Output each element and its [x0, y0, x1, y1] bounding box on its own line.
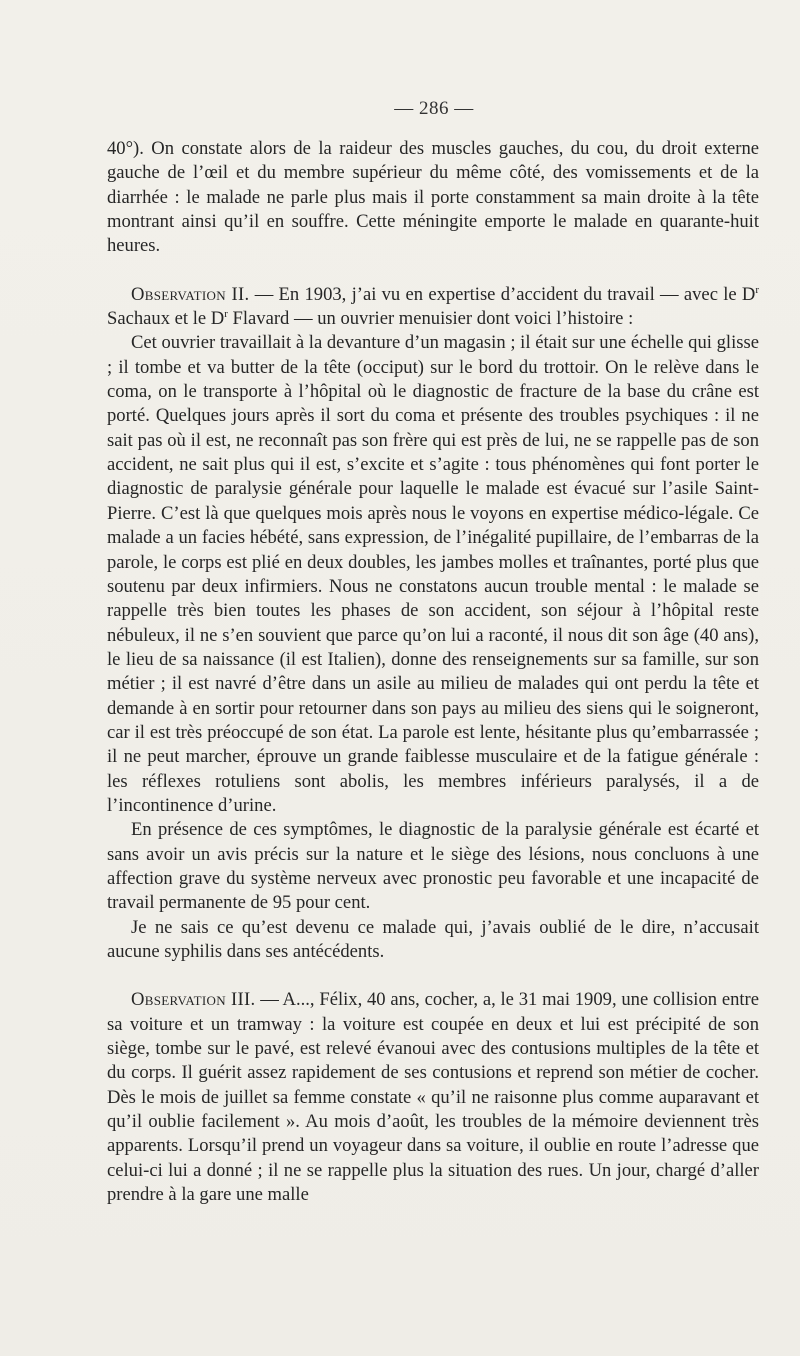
observation-2-case: Cet ouvrier travaillait à la devanture d’un magasin ; il était sur une échelle qui glisse ; il tombe et va butter de la tête (occiput) sur le bord du trottoir. On le relève dans le coma, on le transporte à l’hôpital où le diagnostic de fracture de la base du crâne est porté. Quelques jours après il sort du coma et présente des troubles psychiques : il ne sait pas où il est, ne reconnaît pas son frère qui est près de lui, ne se rappelle pas de son accident, ne sait plus qui il est, s’excite et s’agite : tous phénomènes qui font porter le diagnostic de paralysie générale pour laquelle le malade est évacué sur l’asile Saint-Pierre. C’est là que quelques mois après nous le voyons en expertise médico-légale. Ce malade a un facies hébété, sans expression, de l’inégalité pupillaire, de l’embarras de la parole, le corps est plié en deux doubles, les jambes molles et traînantes, porté plus que soutenu par deux infirmiers. Nous ne constatons aucun trouble mental : le malade se rappelle très bien toutes les phases de son accident, son séjour à l’hôpital reste nébuleux, il ne s’en souvient que parce qu’on lui a raconté, il nous dit son âge (40 ans), le lieu de sa naissance (il est Italien), donne des renseignements sur sa famille, sur son métier ; il est navré d’être dans un asile au milieu de malades qui ont perdu la tête et demande à en sortir pour retourner dans son pays au milieu des siens qui le soigneront, car il est très préoccupé de son état. La parole est lente, hésitante plus qu’embarrassée ; il ne peut marcher, éprouve un grande faiblesse musculaire et de la fatigue générale : les réflexes rotuliens sont abolis, les membres inférieurs paralysés, il a de l’incontinence d’urine.: [107, 332, 759, 816]
observation-2-conclusion: En présence de ces symptômes, le diagnostic de la paralysie générale est écarté et sans avoir un avis précis sur la nature et le siège des lésions, nous concluons à une affection grave du système nerveux avec pronostic peu favorable et une incapacité de travail permanente de 95 pour cent.: [107, 819, 759, 914]
observation-3: [107, 988, 759, 1207]
body-text: [107, 137, 759, 1207]
observation-3-text: — A..., Félix, 40 ans, cocher, a, le 31 mai 1909, une collision entre sa voiture et un tramway : la voiture est coupée en deux et lui est précipité de son siège, tombe sur le pavé, est relevé évanoui avec des contusions multiples de la tête et du corps. Il guérit assez rapidement de ses contusions et reprend son métier de cocher. Dès le mois de juillet sa femme constate « qu’il ne raisonne plus comme auparavant et qu’il oublie facilement ». Au mois d’août, les troubles de la mémoire deviennent très apparents. Lorsqu’il prend un voyageur dans sa voiture, il oublie en route l’adresse que celui-ci lui a donné ; il ne se rappelle plus la situation des rues. Un jour, chargé d’aller prendre à la gare une malle: [107, 989, 759, 1206]
observation-2-intro: [107, 283, 759, 332]
paragraph-meningitis: 40°). On constate alors de la raideur des muscles gauches, du cou, du droit externe gauche de l’œil et du membre supérieur du même côté, des vomissements et de la diarrhée : le malade ne parle plus mais il porte constamment sa main droite à la tête montrant ainsi qu’il en souffre. Cette méningite emporte le malade en quarante-huit heures.: [107, 138, 759, 257]
observation-2-intro-a: — En 1903, j’ai vu en expertise d’accident du travail — avec le D: [249, 283, 756, 305]
observation-2-heading: Observation II.: [131, 283, 250, 305]
observation-2-intro-b: Sachaux et le D: [107, 308, 225, 330]
paragraph-gap: [107, 964, 759, 988]
paragraph-gap: [107, 259, 759, 283]
observation-2-note: Je ne sais ce qu’est devenu ce malade qui, j’avais oublié de le dire, n’accusait aucune syphilis dans ses antécédents.: [107, 916, 759, 962]
observation-2-intro-c: Flavard — un ouvrier menuisier dont voici l’histoire :: [227, 308, 634, 330]
page-number: — 286 —: [394, 98, 474, 119]
doctor-abbrev-sup-2: r: [224, 307, 228, 320]
doctor-abbrev-sup-1: r: [755, 283, 760, 296]
observation-3-heading: Observation III.: [131, 989, 256, 1011]
